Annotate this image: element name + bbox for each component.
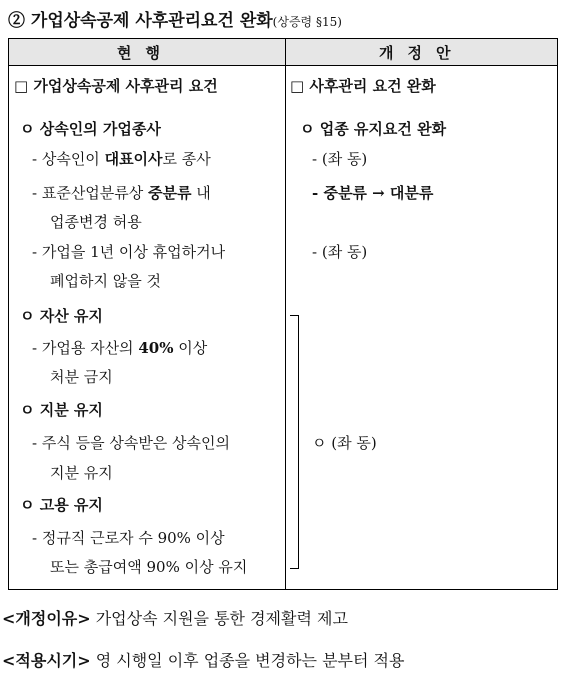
timing-line xyxy=(2,648,404,671)
right-line-change: - 중분류 → 대분류 xyxy=(312,184,434,202)
left-line: - 정규직 근로자 수 90% 이상 xyxy=(32,529,225,547)
right-section-title: □ 사후관리 요건 완화 xyxy=(290,77,436,95)
timing-text: 영 시행일 이후 업종을 변경하는 분부터 적용 xyxy=(90,651,405,670)
left-line: 지분 유지 xyxy=(50,464,113,482)
left-line: - 가업을 1년 이상 휴업하거나 xyxy=(32,243,226,261)
section-title xyxy=(8,6,342,31)
left-line: 처분 금지 xyxy=(50,368,113,386)
bracket-line xyxy=(290,315,299,569)
left-line: 업종변경 허용 xyxy=(50,213,142,231)
header-revised: 개정안 xyxy=(379,44,465,62)
column-divider xyxy=(285,39,286,589)
left-line: - 가업용 자산의 40% 이상 xyxy=(32,339,208,357)
right-heading: ㅇ 업종 유지요건 완화 xyxy=(300,120,447,138)
left-line: 폐업하지 않을 것 xyxy=(50,272,161,290)
left-heading-2: ㅇ 자산 유지 xyxy=(20,307,103,325)
reason-label: <개정이유> xyxy=(2,609,91,628)
left-heading-4: ㅇ 고용 유지 xyxy=(20,496,103,514)
left-section-title: □ 가업상속공제 사후관리 요건 xyxy=(14,77,218,95)
reason-text: 가업상속 지원을 통한 경제활력 제고 xyxy=(90,609,348,628)
header-current: 현행 xyxy=(117,44,174,62)
left-line: - 표준산업분류상 중분류 내 xyxy=(32,184,211,202)
reason-line xyxy=(2,606,348,629)
timing-label: <적용시기> xyxy=(2,651,91,670)
left-line: 또는 총급여액 90% 이상 유지 xyxy=(50,558,248,576)
left-line: - 상속인이 대표이사로 종사 xyxy=(32,150,211,168)
table-header-row xyxy=(9,39,557,66)
right-line: - (좌 동) xyxy=(312,243,368,261)
title-sub: (상증령 §15) xyxy=(272,15,342,29)
right-line: - (좌 동) xyxy=(312,150,368,168)
left-line: - 주식 등을 상속받은 상속인의 xyxy=(32,434,231,452)
left-heading-1: ㅇ 상속인의 가업종사 xyxy=(20,120,161,138)
left-heading-3: ㅇ 지분 유지 xyxy=(20,401,103,419)
title-main: ② 가업상속공제 사후관리요건 완화 xyxy=(8,11,273,31)
right-line: ㅇ (좌 동) xyxy=(312,434,377,452)
